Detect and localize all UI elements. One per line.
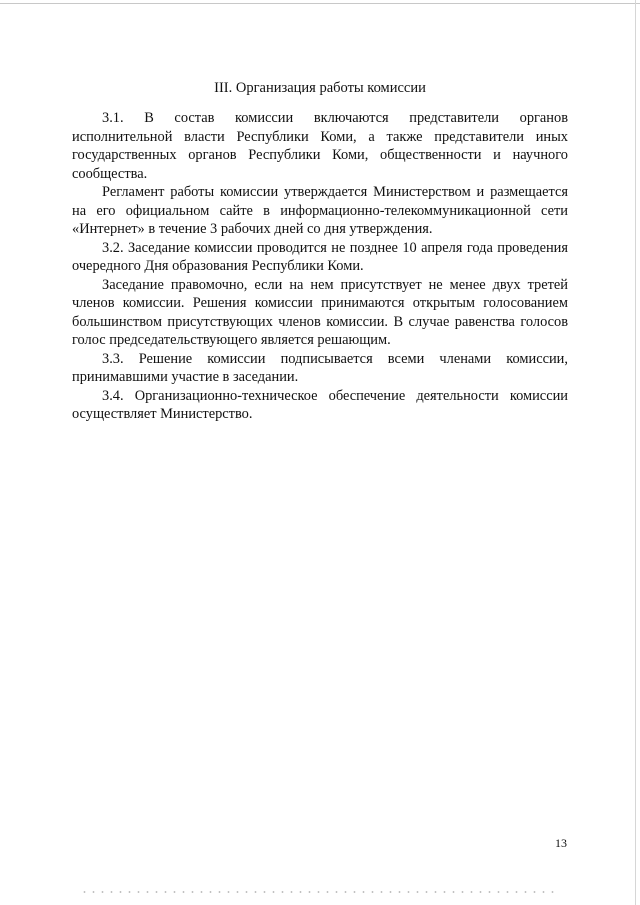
paragraph-3-3: 3.3. Решение комиссии подписывается всеми членами комиссии, принимавшими участие в заседании. bbox=[72, 350, 568, 385]
section-heading: III. Организация работы комиссии bbox=[214, 80, 426, 96]
paragraph-quorum: Заседание правомочно, если на нем присутствует не менее двух третей членов комиссии. Решения комиссии принимаются открытым голосованием большинством присутствующих членов комиссии. В случае равенства голосов голос председательствующего является решающим. bbox=[72, 276, 568, 348]
paragraph-3-2: 3.2. Заседание комиссии проводится не позднее 10 апреля года проведения очередного Дня образования Республики Коми. bbox=[72, 239, 568, 274]
scan-noise-bottom bbox=[80, 891, 560, 893]
scan-edge-right bbox=[635, 0, 636, 905]
paragraph-3-4: 3.4. Организационно-техническое обеспечение деятельности комиссии осуществляет Министерство. bbox=[72, 387, 568, 422]
paragraph-3-1: 3.1. В состав комиссии включаются представители органов исполнительной власти Республики Коми, а также представители иных государственных органов Республики Коми, общественности и научного сообщества. bbox=[72, 110, 568, 182]
document-body bbox=[72, 109, 568, 424]
scan-edge-top bbox=[0, 3, 640, 4]
paragraph-regulation: Регламент работы комиссии утверждается Министерством и размещается на его официальном сайте в информационно-телекоммуникационной сети «Интернет» в течение 3 рабочих дней со дня утверждения. bbox=[72, 184, 568, 237]
page-number: 13 bbox=[555, 836, 567, 850]
